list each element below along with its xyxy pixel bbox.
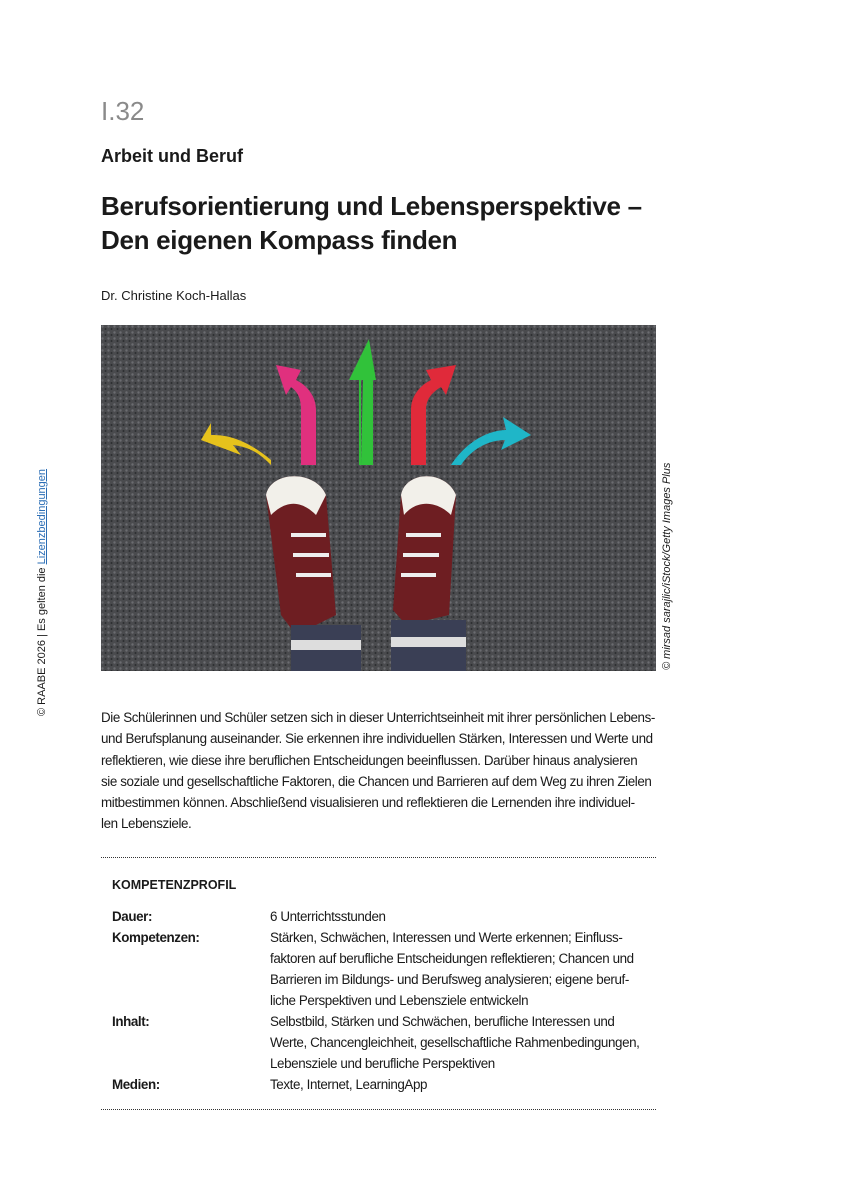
profile-row — [112, 906, 640, 927]
row-value: Lebensziele und berufliche Perspektiven — [270, 1056, 495, 1071]
row-value: faktoren auf berufliche Entscheidungen reflektieren; Chancen und — [270, 951, 634, 966]
row-label: Inhalt: — [112, 1014, 150, 1029]
license-link[interactable]: Lizenzbedingungen — [36, 468, 48, 565]
title-line: Berufsorientierung und Lebensperspektive – — [101, 191, 642, 221]
divider — [101, 857, 656, 858]
unit-number: I.32 — [101, 96, 145, 126]
page-title — [101, 189, 642, 257]
row-value: Barrieren im Bildungs- und Berufsweg analysieren; eigene beruf- — [270, 972, 629, 987]
profile-heading: KOMPETENZPROFIL — [112, 878, 237, 892]
intro-line: und Berufsplanung auseinander. Sie erkennen ihre individuellen Stärken, Interessen und Werte und — [101, 731, 653, 747]
row-value: Selbstbild, Stärken und Schwächen, berufliche Interessen und — [270, 1014, 615, 1029]
row-label: Dauer: — [112, 909, 153, 924]
row-label: Kompetenzen: — [112, 930, 200, 945]
intro-line: len Lebensziele. — [101, 816, 192, 832]
title-line: Den eigenen Kompass finden — [101, 225, 458, 255]
row-value: 6 Unterrichtsstunden — [270, 909, 386, 924]
cover-photo — [101, 325, 656, 671]
row-value: liche Perspektiven und Lebensziele entwickeln — [270, 993, 529, 1008]
divider — [101, 1109, 656, 1110]
license-note — [36, 469, 48, 716]
profile-row — [112, 1074, 640, 1095]
copyright-text: © RAABE 2026 | Es gelten die — [36, 564, 48, 716]
intro-line: reflektieren, wie diese ihre beruflichen Entscheidungen beeinflussen. Darüber hinaus analysieren — [101, 752, 638, 768]
profile-row — [112, 927, 640, 1011]
profile-table — [112, 906, 640, 1095]
intro-paragraph — [101, 707, 655, 835]
row-value: Werte, Chancengleichheit, gesellschaftliche Rahmenbedingungen, — [270, 1035, 640, 1050]
profile-row — [112, 1011, 640, 1074]
row-label: Medien: — [112, 1077, 160, 1092]
author: Dr. Christine Koch-Hallas — [101, 288, 247, 303]
intro-line: Die Schülerinnen und Schüler setzen sich in dieser Unterrichtseinheit mit ihrer persönlichen Lebens- — [101, 710, 655, 725]
subject-heading: Arbeit und Beruf — [101, 146, 243, 166]
intro-line: mitbestimmen können. Abschließend visualisieren und reflektieren die Lernenden ihre individuel- — [101, 795, 635, 811]
row-value: Texte, Internet, LearningApp — [270, 1077, 428, 1092]
intro-line: sie soziale und gesellschaftliche Faktoren, die Chancen und Barrieren auf dem Weg zu ihren Zielen — [101, 773, 652, 789]
photo-credit: © mirsad sarajlic/iStock/Getty Images Plus — [661, 462, 673, 670]
row-value: Stärken, Schwächen, Interessen und Werte erkennen; Einfluss- — [270, 930, 623, 945]
